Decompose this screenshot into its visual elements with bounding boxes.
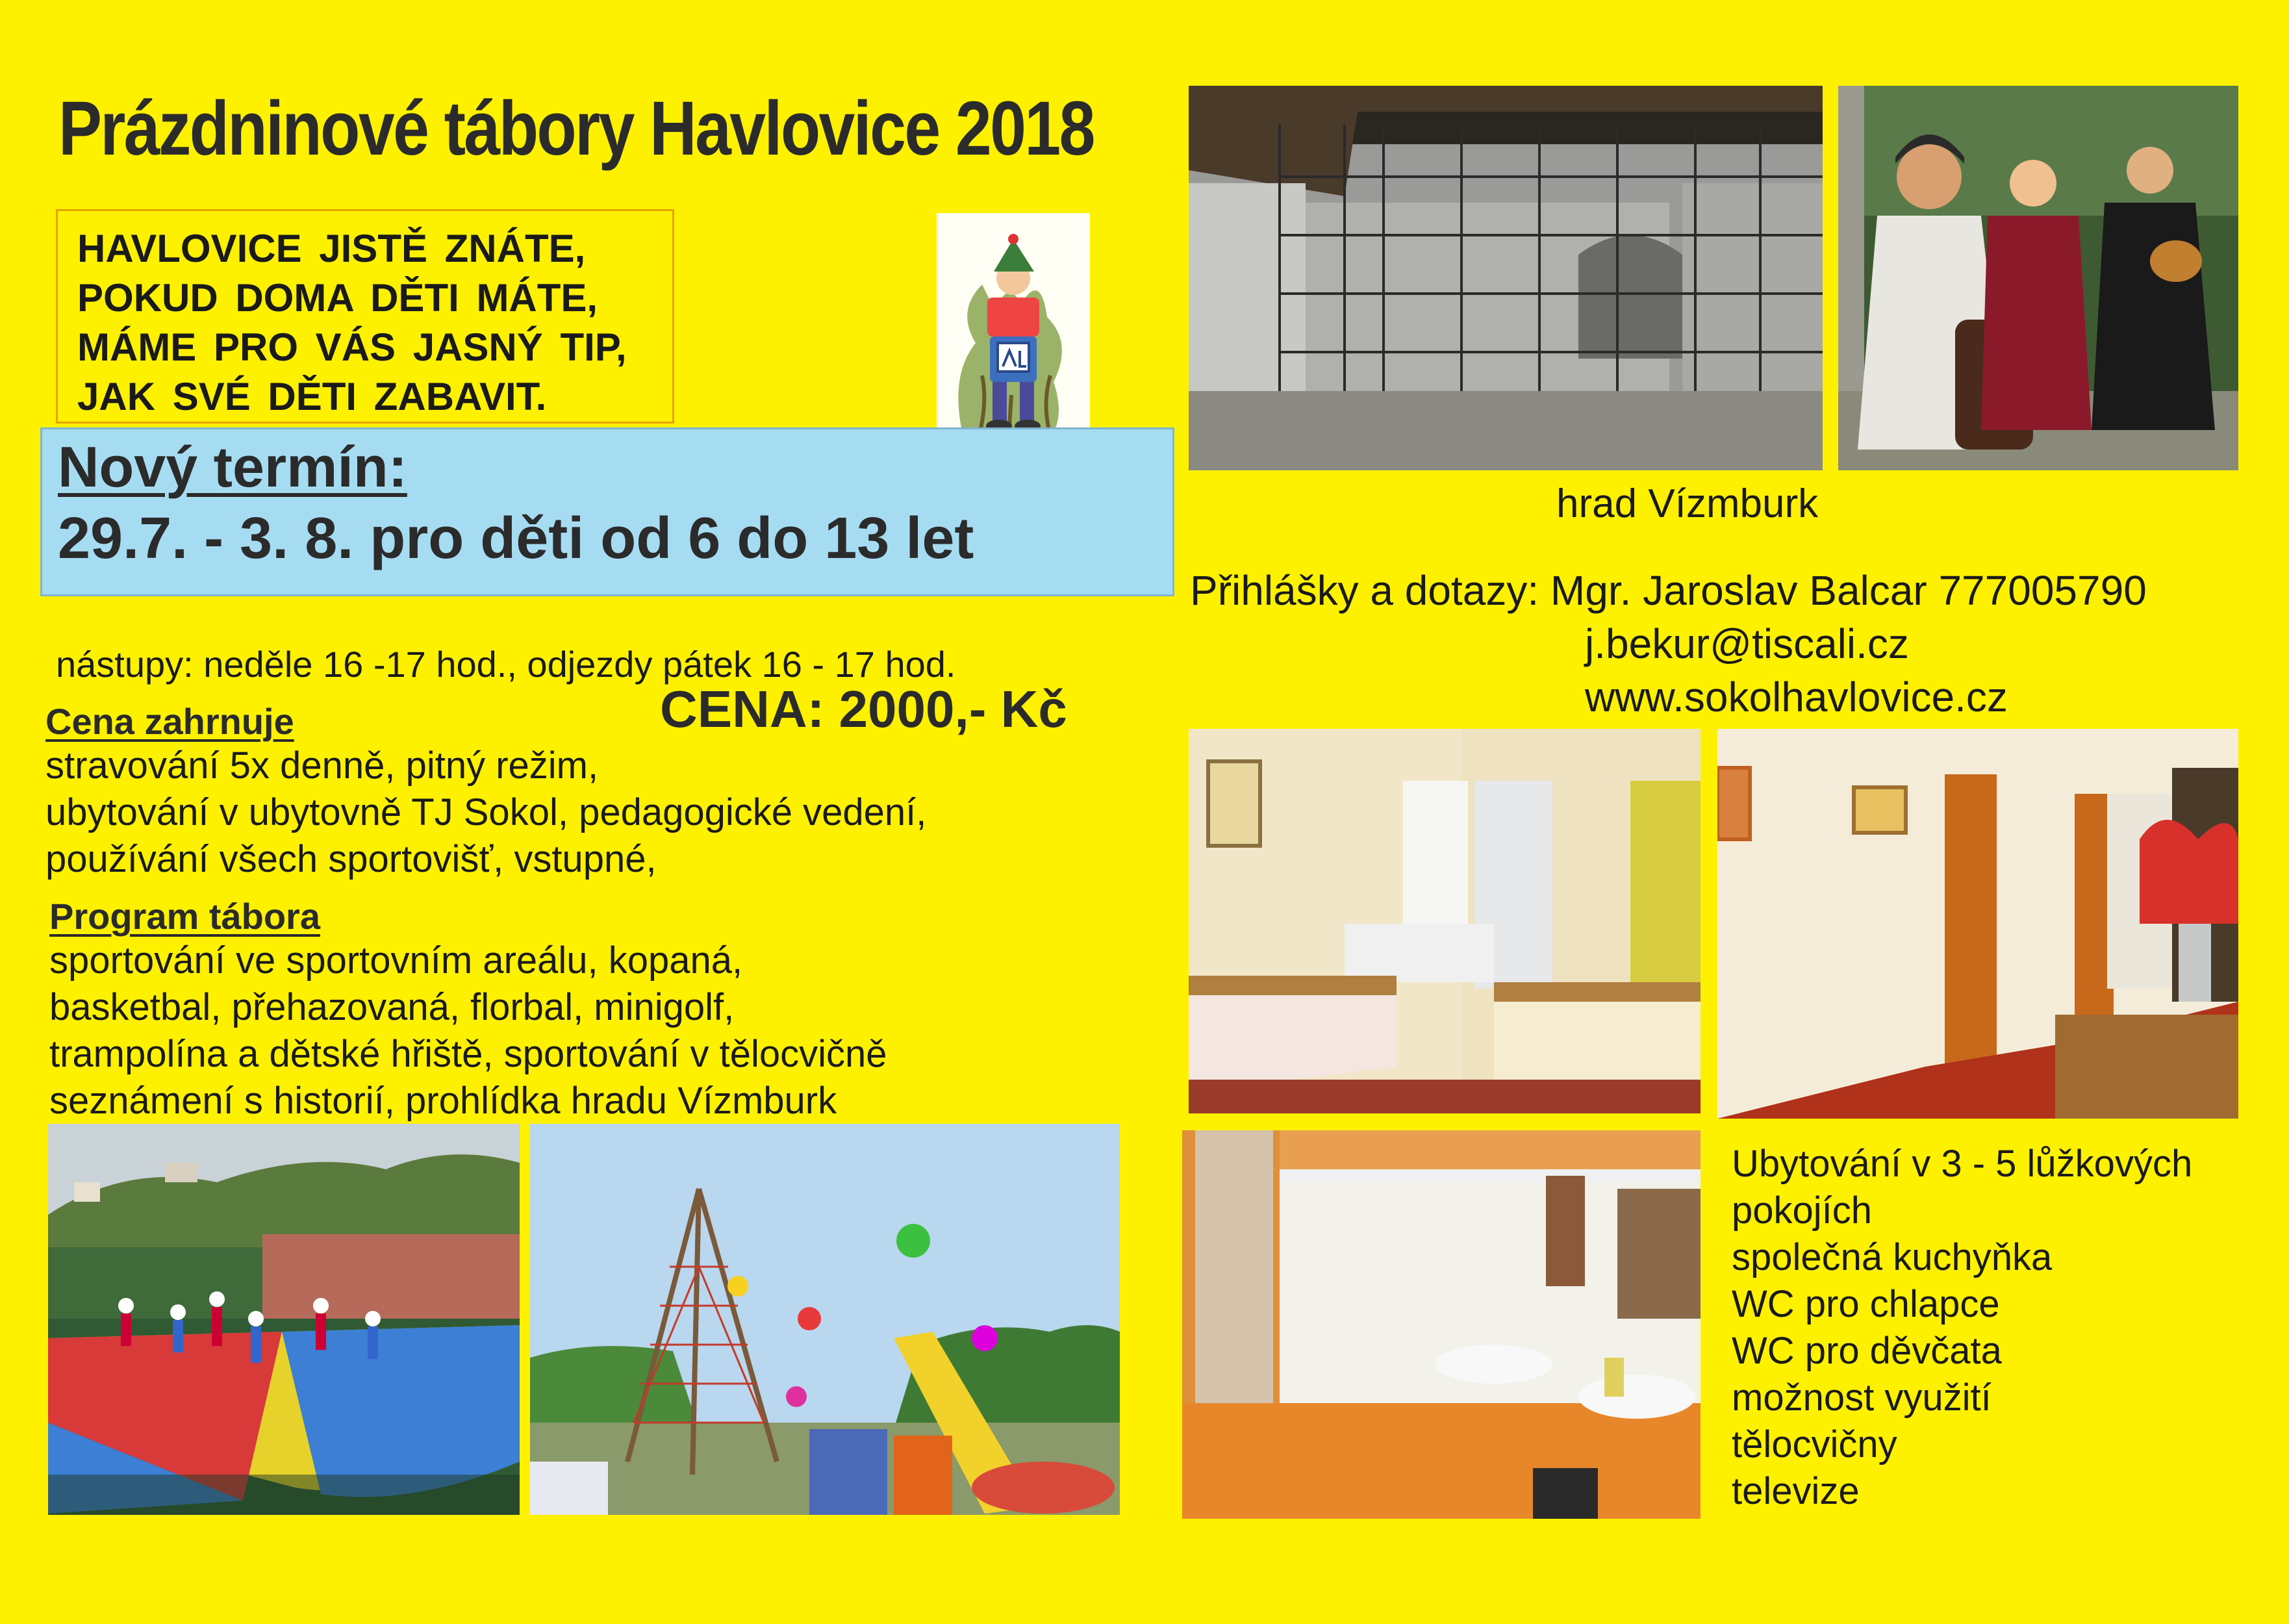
photo-trampoline	[48, 1124, 520, 1515]
accommodation-list	[1732, 1141, 2192, 1515]
castle-caption: hrad Vízmburk	[1556, 481, 1819, 526]
photo-corridor	[1717, 729, 2238, 1119]
price-includes-line: ubytování v ubytovně TJ Sokol, pedagogické vedení,	[45, 791, 927, 833]
slogan-line: HAVLOVICE JISTĚ ZNÁTE,	[77, 227, 586, 270]
slogan-box	[56, 209, 674, 424]
new-term-heading: Nový termín:	[58, 435, 407, 499]
price-includes-title: Cena zahrnuje	[45, 701, 294, 742]
mascot-illustration	[937, 213, 1090, 460]
contact-email: j.bekur@tiscali.cz	[1585, 620, 1909, 667]
contact-line: Přihlášky a dotazy: Mgr. Jaroslav Balcar 777005790	[1190, 567, 2147, 614]
program-section	[49, 895, 887, 1124]
photo-bedroom	[1189, 729, 1701, 1113]
photo-medieval-musicians	[1838, 86, 2238, 470]
accommodation-item: možnost využití	[1732, 1377, 1992, 1419]
new-term-box	[40, 427, 1174, 596]
slogan-line: MÁME PRO VÁS JASNÝ TIP,	[77, 325, 627, 369]
page-title: Prázdninové tábory Havlovice 2018	[58, 86, 1094, 171]
photo-playground	[530, 1124, 1120, 1515]
program-line: trampolína a dětské hřiště, sportování v tělocvičně	[49, 1033, 887, 1075]
accommodation-item: Ubytování v 3 - 5 lůžkových	[1732, 1143, 2193, 1185]
new-term-dates: 29.7. - 3. 8. pro děti od 6 do 13 let	[58, 506, 974, 571]
arrival-times: nástupy: neděle 16 -17 hod., odjezdy pátek 16 - 17 hod.	[56, 644, 956, 685]
price-includes-section	[45, 700, 926, 883]
photo-bathroom	[1182, 1130, 1701, 1519]
accommodation-item: pokojích	[1732, 1189, 1873, 1232]
slogan-line: JAK SVÉ DĚTI ZABAVIT.	[77, 375, 547, 418]
price-includes-line: stravování 5x denně, pitný režim,	[45, 744, 599, 787]
photo-castle-ruins	[1189, 86, 1823, 470]
accommodation-item: televize	[1732, 1470, 1860, 1512]
program-line: sportování ve sportovním areálu, kopaná,	[49, 939, 743, 982]
slogan-line: POKUD DOMA DĚTI MÁTE,	[77, 276, 598, 320]
program-line: basketbal, přehazovaná, florbal, minigolf,	[49, 986, 735, 1028]
program-title: Program tábora	[49, 896, 320, 937]
accommodation-item: WC pro děvčata	[1732, 1330, 2002, 1372]
contact-block	[1190, 564, 2147, 724]
price: CENA: 2000,- Kč	[660, 680, 1067, 738]
accommodation-item: společná kuchyňka	[1732, 1236, 2053, 1278]
contact-website: www.sokolhavlovice.cz	[1585, 674, 2008, 720]
accommodation-item: WC pro chlapce	[1732, 1283, 2000, 1325]
program-line: seznámení s historií, prohlídka hradu Vízmburk	[49, 1080, 837, 1122]
price-includes-line: používání všech sportovišť, vstupné,	[45, 838, 657, 880]
accommodation-item: tělocvičny	[1732, 1423, 1897, 1465]
